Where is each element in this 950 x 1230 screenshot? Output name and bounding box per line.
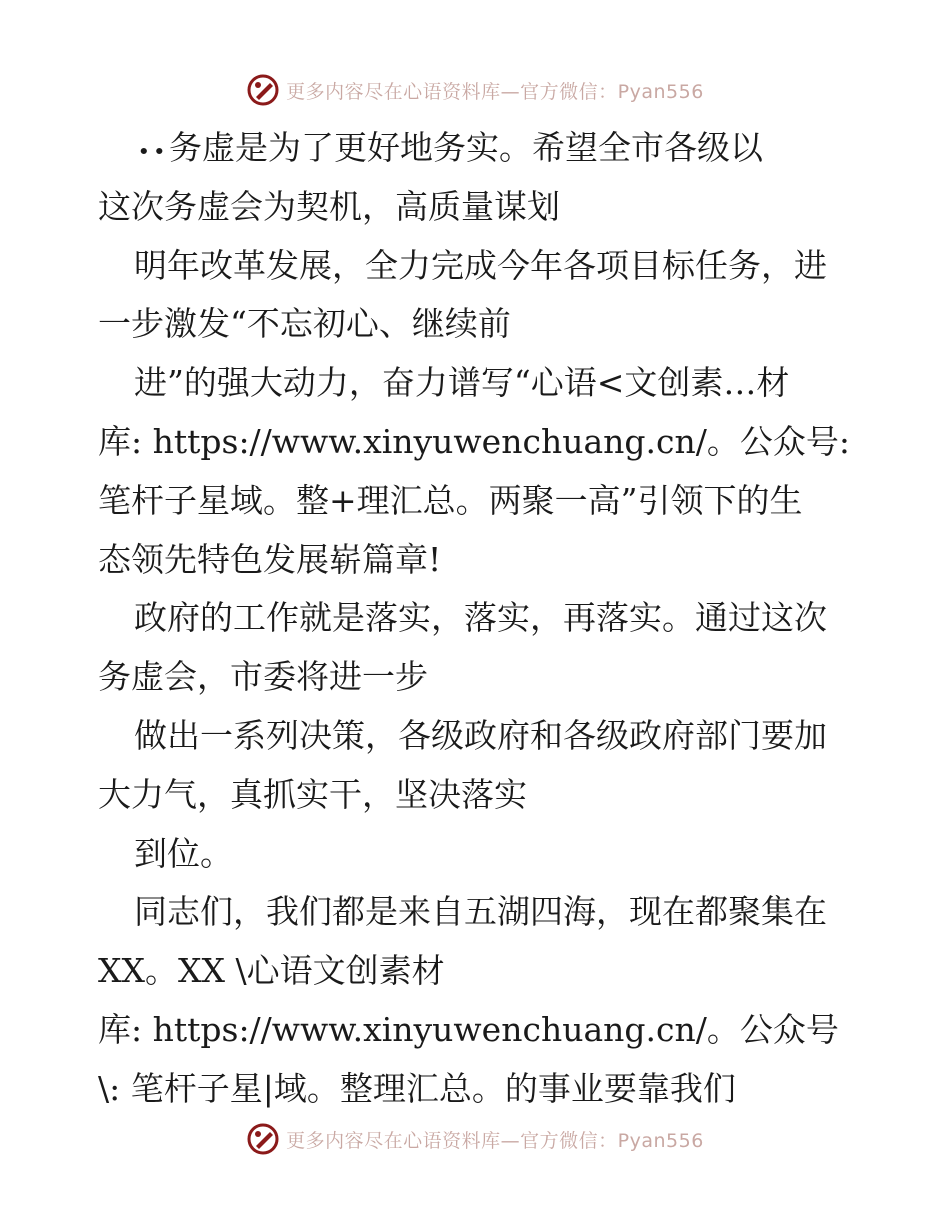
paragraph-line-14: 同志们，我们都是来自五湖四海，现在都聚集在: [134, 892, 827, 932]
paragraph-line-3: 明年改革发展，全力完成今年各项目标任务，进: [134, 245, 827, 285]
paragraph-line-10: 务虚会，市委将进一步: [98, 657, 428, 697]
paragraph-line-11: 做出一系列决策，各级政府和各级政府部门要加: [134, 715, 827, 755]
footer-banner-text: 更多内容尽在心语资料库—官方微信：Pyan556: [286, 1129, 704, 1152]
brand-logo-icon: [246, 1122, 280, 1156]
paragraph-line-15: XX。XX \心语文创素材: [98, 951, 445, 991]
paragraph-line-1: [98, 119, 858, 178]
header-banner: [0, 70, 950, 110]
paragraph-line-4: 一步激发“不忘初心、继续前: [98, 304, 511, 344]
paragraph-line-5: 进”的强大动力，奋力谱写“心语<文创素…材: [134, 363, 790, 403]
brand-logo-icon: [246, 73, 280, 107]
paragraph-line-16: 库: https://www.xinyuwenchuang.cn/。公众号: [98, 1009, 839, 1049]
paragraph-line-12: 大力气，真抓实干，坚决落实: [98, 774, 527, 814]
paragraph-line-6: 库: https://www.xinyuwenchuang.cn/。公众号:: [98, 421, 850, 461]
ornament-icon: ᭼᭼: [134, 132, 165, 167]
paragraph-line-13: 到位。: [134, 833, 233, 873]
line-text: 务虚是为了更好地务实。希望全市各级以: [169, 128, 763, 167]
paragraph-line-8: 态领先特色发展崭篇章!: [98, 539, 442, 579]
paragraph-line-2: 这次务虚会为契机，高质量谋划: [98, 186, 560, 226]
paragraph-line-17: \: 笔杆子星|域。整理汇总。的事业要靠我们: [98, 1068, 736, 1108]
header-banner-text: 更多内容尽在心语资料库—官方微信：Pyan556: [286, 80, 704, 103]
paragraph-line-9: 政府的工作就是落实，落实，再落实。通过这次: [134, 598, 827, 638]
document-body: [98, 119, 858, 1119]
footer-banner: [0, 1119, 950, 1159]
paragraph-line-7: 笔杆子星域。整+理汇总。两聚一高”引领下的生: [98, 480, 803, 520]
